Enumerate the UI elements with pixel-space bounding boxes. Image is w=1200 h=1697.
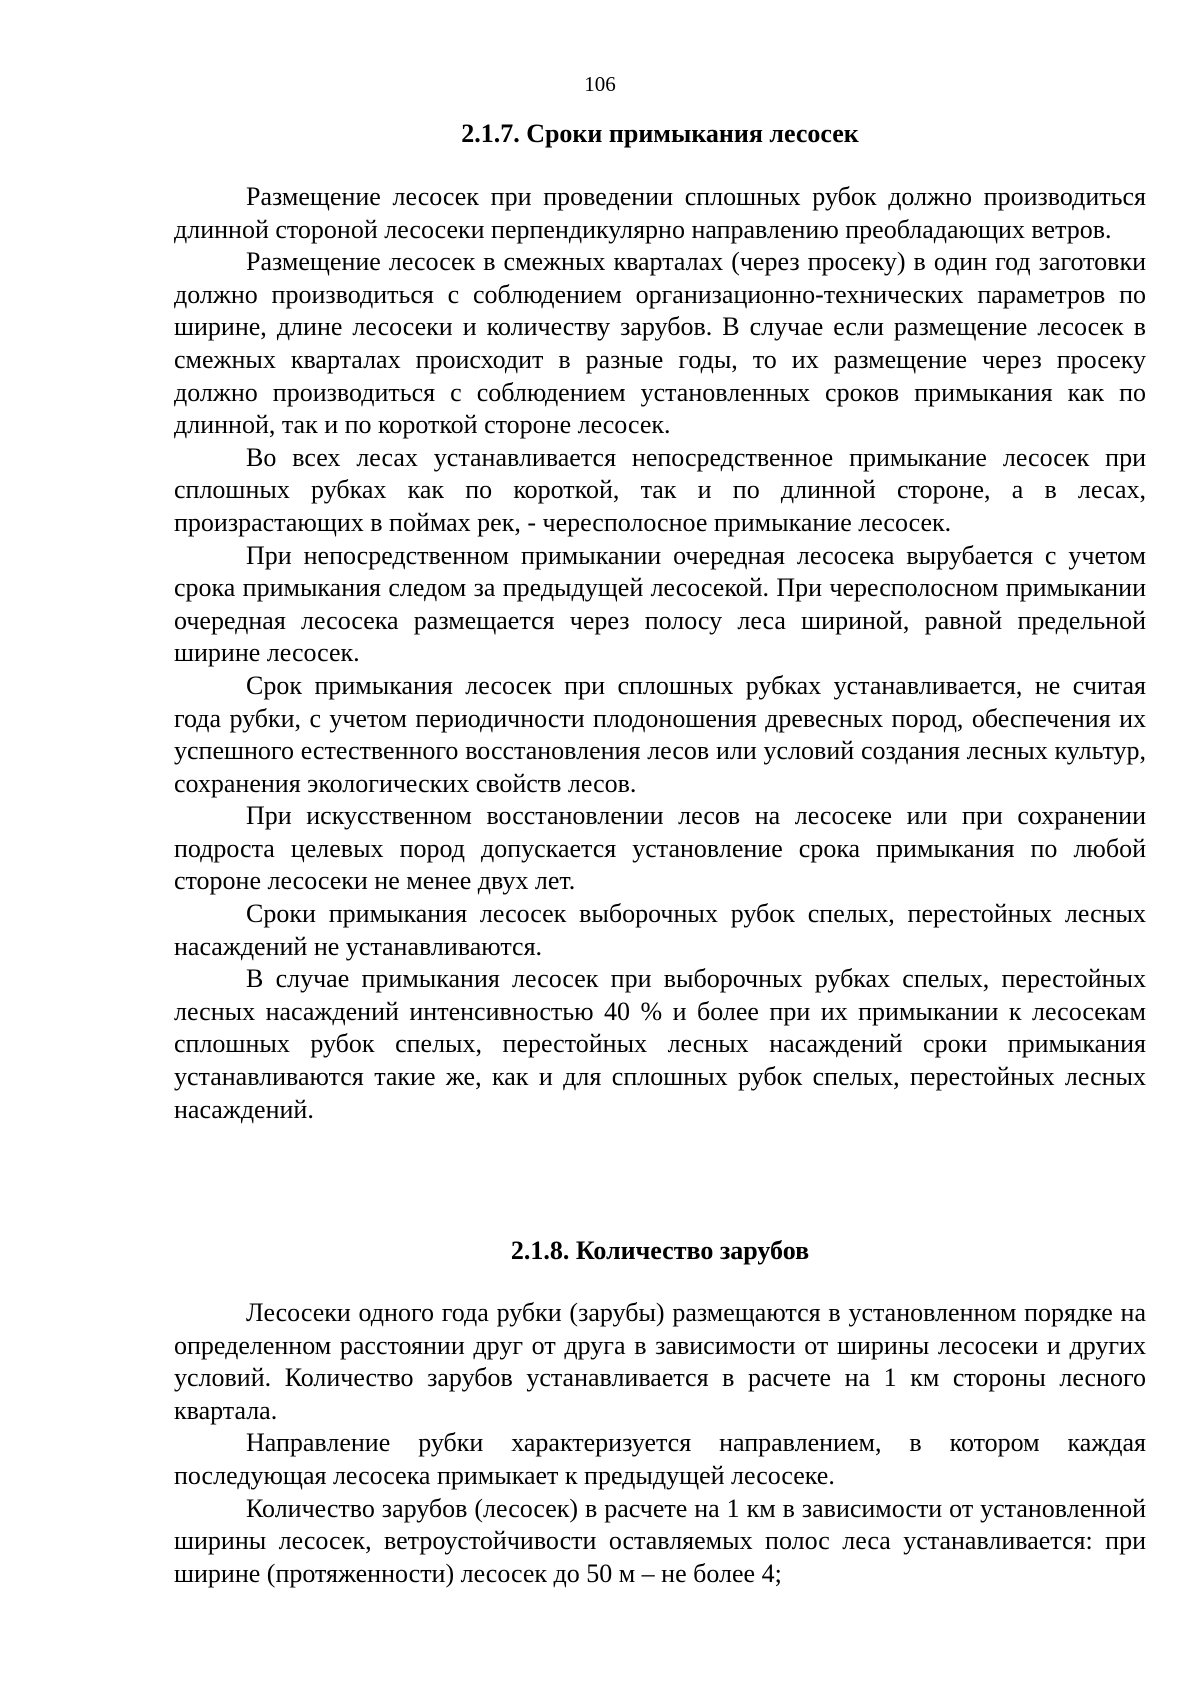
paragraph: Во всех лесах устанавливается непосредственное примыкание лесосек при сплошных рубках как по короткой, так и по длинной стороне, а в лесах, произрастающих в поймах рек, - чересполосное примыкание лесосек. (174, 442, 1146, 537)
paragraph: Сроки примыкания лесосек выборочных рубок спелых, перестойных лесных насаждений не устанавливаются. (174, 899, 1146, 961)
section-body-2-1-7 (174, 181, 1146, 1126)
paragraph: Количество зарубов (лесосек) в расчете на 1 км в зависимости от установленной ширины лесосек, ветроустойчивости оставляемых полос леса устанавливается: при ширине (протяженности) лесосек до 50 м – не более 4; (174, 1493, 1146, 1588)
section-heading-2-1-8: 2.1.8. Количество зарубов (510, 1236, 810, 1265)
section-heading-2-1-7: 2.1.7. Сроки примыкания лесосек (461, 119, 859, 148)
paragraph: Размещение лесосек при проведении сплошных рубок должно производиться длинной стороной лесосеки перпендикулярно направлению преобладающих ветров. (174, 182, 1146, 244)
paragraph: Размещение лесосек в смежных кварталах (через просеку) в один год заготовки должно производиться с соблюдением организационно-технических параметров по ширине, длине лесосеки и количеству зарубов. В случае если размещение лесосек в смежных кварталах происходит в разные годы, то их размещение через просеку должно производиться с соблюдением установленных сроков примыкания как по длинной, так и по короткой стороне лесосек. (174, 247, 1146, 440)
paragraph: При искусственном восстановлении лесов на лесосеке или при сохранении подроста целевых пород допускается установление срока примыкания по любой стороне лесосеки не менее двух лет. (174, 801, 1146, 896)
paragraph: В случае примыкания лесосек при выборочных рубках спелых, перестойных лесных насаждений интенсивностью 40 % и более при их примыкании к лесосекам сплошных рубок спелых, перестойных лесных насаждений сроки примыкания устанавливаются такие же, как и для сплошных рубок спелых, перестойных лесных насаждений. (174, 964, 1146, 1124)
page-number: 106 (584, 72, 616, 96)
paragraph: Срок примыкания лесосек при сплошных рубках устанавливается, не считая года рубки, с учетом периодичности плодоношения древесных пород, обеспечения их успешного естественного восстановления лесов или условий создания лесных культур, сохранения экологических свойств лесов. (174, 670, 1146, 798)
paragraph: Направление рубки характеризуется направлением, в котором каждая последующая лесосека примыкает к предыдущей лесосеке. (174, 1428, 1146, 1490)
paragraph: При непосредственном примыкании очередная лесосека вырубается с учетом срока примыкания следом за предыдущей лесосекой. При чересполосном примыкании очередная лесосека размещается через полосу леса шириной, равной предельной ширине лесосек. (174, 540, 1146, 668)
section-body-2-1-8 (174, 1297, 1146, 1590)
paragraph: Лесосеки одного года рубки (зарубы) размещаются в установленном порядке на определенном расстоянии друг от друга в зависимости от ширины лесосеки и других условий. Количество зарубов устанавливается в расчете на 1 км стороны лесного квартала. (174, 1298, 1146, 1425)
